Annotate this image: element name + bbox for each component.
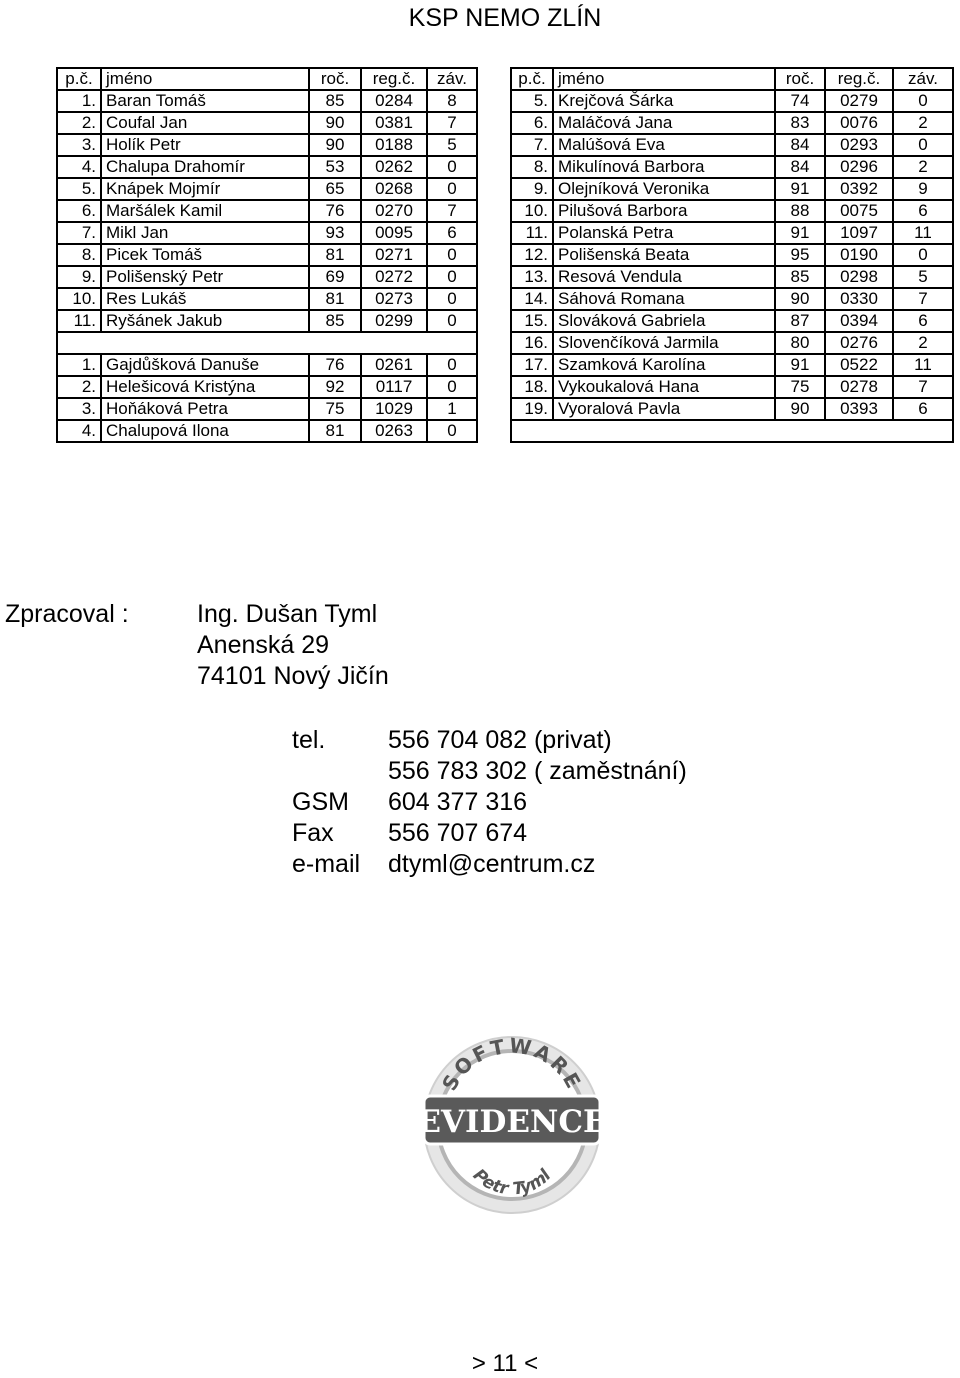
cell-order: 2. xyxy=(57,112,101,134)
cell-name: Baran Tomáš xyxy=(101,90,309,112)
cell-races: 0 xyxy=(427,354,477,376)
table-row xyxy=(511,398,953,420)
contact-row xyxy=(292,787,687,818)
cell-name: Helešicová Kristýna xyxy=(101,376,309,398)
cell-year: 74 xyxy=(775,90,825,112)
cell-reg: 0095 xyxy=(361,222,427,244)
cell-reg: 0272 xyxy=(361,266,427,288)
table-row xyxy=(511,354,953,376)
cell-name: Resová Vendula xyxy=(553,266,775,288)
cell-races: 7 xyxy=(893,288,953,310)
cell-name: Polišenský Petr xyxy=(101,266,309,288)
logo-text-middle: EVIDENCE xyxy=(417,1104,607,1140)
contact-value: 556 783 302 ( zaměstnání) xyxy=(388,757,687,785)
cell-year: 88 xyxy=(775,200,825,222)
cell-reg: 0278 xyxy=(825,376,893,398)
cell-reg: 0330 xyxy=(825,288,893,310)
cell-year: 91 xyxy=(775,178,825,200)
cell-order: 5. xyxy=(511,90,553,112)
table-row xyxy=(57,244,477,266)
cell-reg: 0117 xyxy=(361,376,427,398)
cell-year: 90 xyxy=(775,288,825,310)
table-row xyxy=(57,376,477,398)
cell-name: Res Lukáš xyxy=(101,288,309,310)
cell-year: 85 xyxy=(309,310,361,332)
cell-name: Sáhová Romana xyxy=(553,288,775,310)
cell-races: 7 xyxy=(427,200,477,222)
cell-year: 85 xyxy=(775,266,825,288)
header-reg: reg.č. xyxy=(361,68,427,90)
cell-reg: 0075 xyxy=(825,200,893,222)
header-name: jméno xyxy=(553,68,775,90)
cell-name: Vykoukalová Hana xyxy=(553,376,775,398)
cell-reg: 1097 xyxy=(825,222,893,244)
cell-name: Coufal Jan xyxy=(101,112,309,134)
cell-year: 81 xyxy=(309,420,361,442)
processed-by-label: Zpracoval : xyxy=(5,600,129,628)
cell-races: 0 xyxy=(427,376,477,398)
cell-order: 4. xyxy=(57,420,101,442)
cell-races xyxy=(893,420,953,442)
header-pc: p.č. xyxy=(57,68,101,90)
cell-name: Picek Tomáš xyxy=(101,244,309,266)
cell-order: 12. xyxy=(511,244,553,266)
cell-order: 6. xyxy=(57,200,101,222)
cell-order: 3. xyxy=(57,134,101,156)
table-row xyxy=(511,266,953,288)
cell-reg: 0284 xyxy=(361,90,427,112)
cell-reg: 0393 xyxy=(825,398,893,420)
cell-races: 8 xyxy=(427,90,477,112)
cell-order: 4. xyxy=(57,156,101,178)
cell-year: 80 xyxy=(775,332,825,354)
cell-reg: 0276 xyxy=(825,332,893,354)
members-table-right xyxy=(510,67,954,443)
cell-year: 84 xyxy=(775,156,825,178)
table-row xyxy=(511,332,953,354)
table-row xyxy=(57,398,477,420)
cell-reg: 0298 xyxy=(825,266,893,288)
header-reg: reg.č. xyxy=(825,68,893,90)
cell-order: 1. xyxy=(57,90,101,112)
table-row xyxy=(57,200,477,222)
cell-races: 7 xyxy=(893,376,953,398)
table-row xyxy=(57,310,477,332)
cell-year: 91 xyxy=(775,354,825,376)
cell-order: 5. xyxy=(57,178,101,200)
cell-name: Gajdůšková Danuše xyxy=(101,354,309,376)
cell-year: 65 xyxy=(309,178,361,200)
cell-reg: 0262 xyxy=(361,156,427,178)
contact-numbers xyxy=(292,725,687,880)
cell-name: Hoňáková Petra xyxy=(101,398,309,420)
logo-text-bottom: Petr Tyml xyxy=(468,1165,556,1200)
table-row xyxy=(57,288,477,310)
cell-reg: 1029 xyxy=(361,398,427,420)
cell-races: 0 xyxy=(427,244,477,266)
cell-year: 83 xyxy=(775,112,825,134)
cell-name: Szamková Karolína xyxy=(553,354,775,376)
contact-label: e-mail xyxy=(292,850,361,878)
table-row xyxy=(57,156,477,178)
page-number: > 11 < xyxy=(471,1350,539,1377)
contact-value: 604 377 316 xyxy=(388,788,528,816)
author-address xyxy=(197,599,389,692)
table-row xyxy=(57,90,477,112)
cell-order: 16. xyxy=(511,332,553,354)
table-row xyxy=(57,112,477,134)
cell-name: Maršálek Kamil xyxy=(101,200,309,222)
contact-row xyxy=(292,756,687,787)
software-evidence-logo xyxy=(410,1030,610,1225)
cell-year: 81 xyxy=(309,288,361,310)
table-row xyxy=(511,112,953,134)
table-row xyxy=(57,420,477,442)
cell-races: 2 xyxy=(893,112,953,134)
header-name: jméno xyxy=(101,68,309,90)
cell-order: 15. xyxy=(511,310,553,332)
page-title: KSP NEMO ZLÍN xyxy=(408,4,602,32)
table-row xyxy=(511,134,953,156)
table-row xyxy=(57,178,477,200)
logo-text-top: SOFTWARE xyxy=(437,1033,587,1095)
header-zav: záv. xyxy=(893,68,953,90)
cell-year: 90 xyxy=(775,398,825,420)
cell-name: Chalupa Drahomír xyxy=(101,156,309,178)
header-pc: p.č. xyxy=(511,68,553,90)
cell-year: 91 xyxy=(775,222,825,244)
cell-order: 14. xyxy=(511,288,553,310)
table-row xyxy=(57,354,477,376)
cell-order: 2. xyxy=(57,376,101,398)
cell-races: 2 xyxy=(893,332,953,354)
author-city: 74101 Nový Jičín xyxy=(197,662,389,690)
cell-races: 1 xyxy=(427,398,477,420)
cell-order: 9. xyxy=(511,178,553,200)
contact-row xyxy=(292,725,687,756)
cell-name xyxy=(553,420,775,442)
cell-reg xyxy=(825,420,893,442)
table-row xyxy=(511,222,953,244)
table-row xyxy=(511,200,953,222)
author-street: Anenská 29 xyxy=(197,631,330,659)
cell-reg: 0392 xyxy=(825,178,893,200)
cell-races: 6 xyxy=(893,200,953,222)
cell-reg: 0293 xyxy=(825,134,893,156)
table-header-row xyxy=(511,68,953,90)
cell-races xyxy=(427,332,477,354)
cell-order: 11. xyxy=(57,310,101,332)
cell-reg: 0190 xyxy=(825,244,893,266)
cell-year: 93 xyxy=(309,222,361,244)
table-row xyxy=(57,266,477,288)
cell-name: Slovenčíková Jarmila xyxy=(553,332,775,354)
table-header-row xyxy=(57,68,477,90)
cell-order: 6. xyxy=(511,112,553,134)
cell-name: Slováková Gabriela xyxy=(553,310,775,332)
table-row xyxy=(511,288,953,310)
cell-reg: 0076 xyxy=(825,112,893,134)
cell-order: 7. xyxy=(57,222,101,244)
cell-name xyxy=(101,332,309,354)
cell-name: Malúšová Eva xyxy=(553,134,775,156)
cell-order: 9. xyxy=(57,266,101,288)
table-row xyxy=(57,134,477,156)
cell-races: 0 xyxy=(427,178,477,200)
cell-year: 75 xyxy=(775,376,825,398)
cell-reg: 0394 xyxy=(825,310,893,332)
cell-year: 90 xyxy=(309,134,361,156)
cell-year: 75 xyxy=(309,398,361,420)
cell-races: 0 xyxy=(427,420,477,442)
cell-races: 0 xyxy=(427,288,477,310)
contact-value: dtyml@centrum.cz xyxy=(388,850,596,878)
cell-races: 0 xyxy=(427,266,477,288)
cell-reg: 0279 xyxy=(825,90,893,112)
table-row xyxy=(511,244,953,266)
cell-name: Maláčová Jana xyxy=(553,112,775,134)
cell-order: 17. xyxy=(511,354,553,376)
header-zav: záv. xyxy=(427,68,477,90)
cell-races: 0 xyxy=(893,90,953,112)
cell-races: 11 xyxy=(893,354,953,376)
cell-year: 53 xyxy=(309,156,361,178)
cell-races: 11 xyxy=(893,222,953,244)
contact-value: 556 704 082 (privat) xyxy=(388,726,612,754)
cell-reg: 0270 xyxy=(361,200,427,222)
cell-year xyxy=(775,420,825,442)
cell-order: 8. xyxy=(511,156,553,178)
cell-order: 7. xyxy=(511,134,553,156)
cell-year: 92 xyxy=(309,376,361,398)
cell-name: Mikulínová Barbora xyxy=(553,156,775,178)
contact-value: 556 707 674 xyxy=(388,819,528,847)
cell-reg: 0296 xyxy=(825,156,893,178)
cell-name: Knápek Mojmír xyxy=(101,178,309,200)
cell-reg: 0261 xyxy=(361,354,427,376)
cell-order: 3. xyxy=(57,398,101,420)
cell-year: 76 xyxy=(309,200,361,222)
cell-name: Holík Petr xyxy=(101,134,309,156)
table-row xyxy=(57,222,477,244)
cell-reg: 0263 xyxy=(361,420,427,442)
cell-races: 0 xyxy=(893,244,953,266)
cell-year: 69 xyxy=(309,266,361,288)
cell-reg: 0268 xyxy=(361,178,427,200)
cell-reg: 0381 xyxy=(361,112,427,134)
contact-label: Fax xyxy=(292,819,334,847)
members-table-left xyxy=(56,67,478,443)
cell-year: 87 xyxy=(775,310,825,332)
cell-races: 0 xyxy=(427,156,477,178)
cell-order: 10. xyxy=(511,200,553,222)
cell-order: 8. xyxy=(57,244,101,266)
contact-row xyxy=(292,818,687,849)
cell-races: 0 xyxy=(893,134,953,156)
cell-order xyxy=(511,420,553,442)
cell-order: 11. xyxy=(511,222,553,244)
cell-year: 81 xyxy=(309,244,361,266)
cell-races: 5 xyxy=(893,266,953,288)
contact-label: tel. xyxy=(292,726,326,754)
cell-name: Vyoralová Pavla xyxy=(553,398,775,420)
cell-races: 9 xyxy=(893,178,953,200)
cell-name: Mikl Jan xyxy=(101,222,309,244)
cell-reg: 0271 xyxy=(361,244,427,266)
cell-races: 5 xyxy=(427,134,477,156)
cell-order xyxy=(57,332,101,354)
cell-year: 76 xyxy=(309,354,361,376)
cell-races: 7 xyxy=(427,112,477,134)
cell-order: 13. xyxy=(511,266,553,288)
cell-races: 6 xyxy=(893,398,953,420)
cell-reg xyxy=(361,332,427,354)
cell-reg: 0188 xyxy=(361,134,427,156)
cell-races: 6 xyxy=(893,310,953,332)
table-row xyxy=(57,332,477,354)
header-roc: roč. xyxy=(775,68,825,90)
table-row xyxy=(511,90,953,112)
cell-order: 18. xyxy=(511,376,553,398)
cell-reg: 0522 xyxy=(825,354,893,376)
author-name: Ing. Dušan Tyml xyxy=(197,600,378,628)
cell-year xyxy=(309,332,361,354)
contact-row xyxy=(292,849,687,880)
cell-name: Krejčová Šárka xyxy=(553,90,775,112)
cell-name: Ryšánek Jakub xyxy=(101,310,309,332)
cell-year: 85 xyxy=(309,90,361,112)
cell-order: 19. xyxy=(511,398,553,420)
cell-year: 90 xyxy=(309,112,361,134)
contact-label: GSM xyxy=(292,788,349,816)
contact-label xyxy=(292,756,388,787)
table-row xyxy=(511,178,953,200)
cell-name: Pilušová Barbora xyxy=(553,200,775,222)
cell-year: 84 xyxy=(775,134,825,156)
cell-order: 1. xyxy=(57,354,101,376)
cell-name: Polišenská Beata xyxy=(553,244,775,266)
cell-reg: 0273 xyxy=(361,288,427,310)
table-row xyxy=(511,156,953,178)
cell-races: 2 xyxy=(893,156,953,178)
header-roc: roč. xyxy=(309,68,361,90)
cell-name: Chalupová Ilona xyxy=(101,420,309,442)
table-row xyxy=(511,376,953,398)
cell-year: 95 xyxy=(775,244,825,266)
cell-races: 0 xyxy=(427,310,477,332)
cell-name: Olejníková Veronika xyxy=(553,178,775,200)
cell-reg: 0299 xyxy=(361,310,427,332)
cell-races: 6 xyxy=(427,222,477,244)
table-row xyxy=(511,420,953,442)
table-row xyxy=(511,310,953,332)
cell-name: Polanská Petra xyxy=(553,222,775,244)
cell-order: 10. xyxy=(57,288,101,310)
